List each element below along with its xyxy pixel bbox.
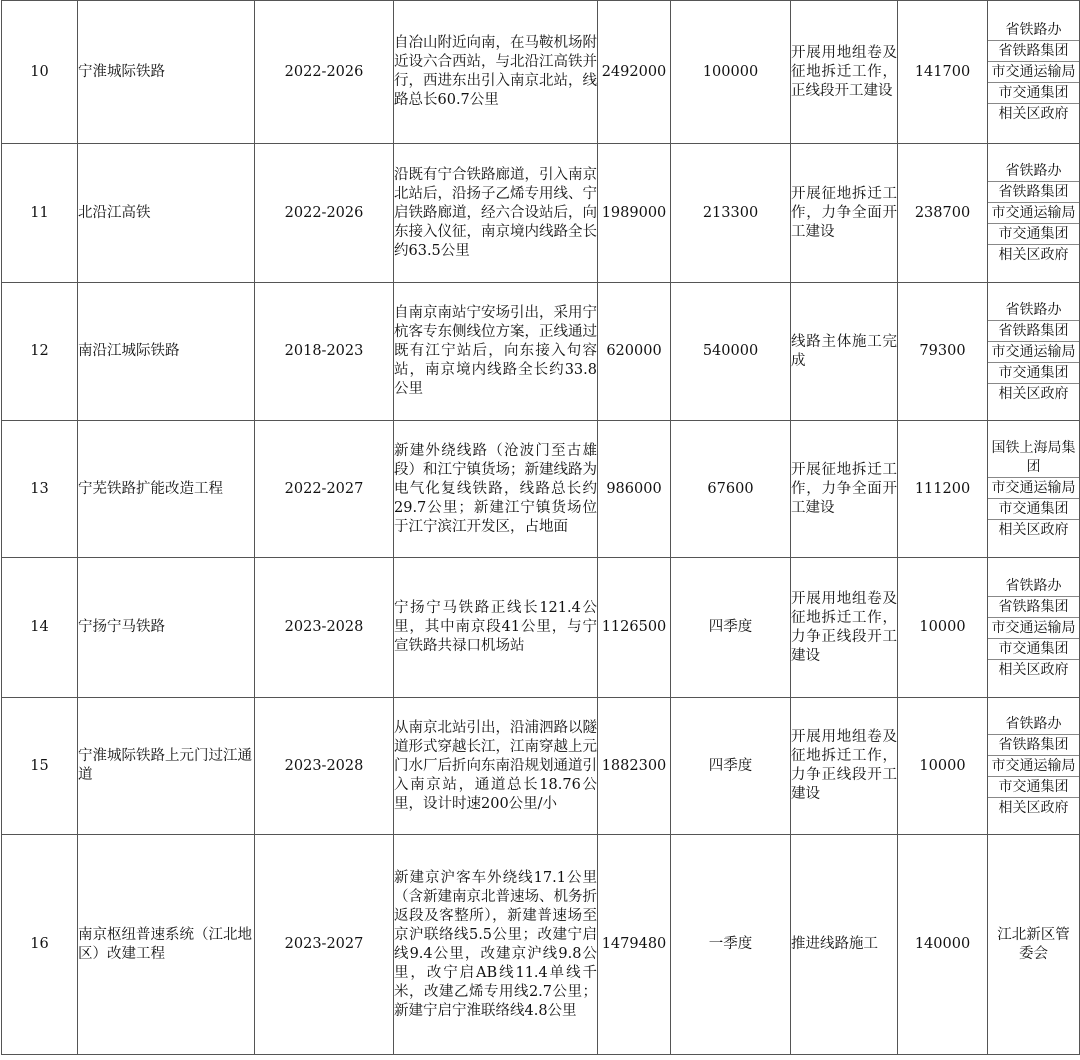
project-name: 宁淮城际铁路 <box>78 1 255 144</box>
project-description: 宁扬宁马铁路正线长121.4公里，其中南京段41公里，与宁宣铁路共禄口机场站 <box>394 558 598 698</box>
row-number: 10 <box>2 1 78 144</box>
row-number: 13 <box>2 421 78 558</box>
project-name: 宁芜铁路扩能改造工程 <box>78 421 255 558</box>
annual-investment: 10000 <box>898 698 988 835</box>
planned-value: 100000 <box>671 1 791 144</box>
annual-investment: 111200 <box>898 421 988 558</box>
responsible-unit: 省铁路集团 <box>988 41 1079 62</box>
responsible-unit: 相关区政府 <box>998 661 1069 678</box>
project-name: 南沿江城际铁路 <box>78 283 255 421</box>
annual-task: 开展征地拆迁工作，力争全面开工建设 <box>791 144 898 283</box>
construction-period: 2023-2028 <box>255 698 394 835</box>
project-description: 自南京南站宁安场引出，采用宁杭客专东侧线位方案，正线通过既有江宁站后，向东接入句容站，南京境内线路全长约33.8公里 <box>394 283 598 421</box>
responsible-unit: 市交通集团 <box>988 83 1079 104</box>
responsible-unit: 市交通运输局 <box>988 203 1079 224</box>
project-table <box>1 0 1080 1055</box>
responsible-unit: 市交通运输局 <box>988 478 1079 499</box>
responsible-unit: 省铁路办 <box>988 20 1079 41</box>
responsible-unit: 江北新区管委会 <box>997 926 1070 962</box>
responsible-unit: 市交通集团 <box>988 363 1079 384</box>
total-investment: 2492000 <box>598 1 671 144</box>
responsible-units <box>988 558 1080 698</box>
table-row <box>2 144 1080 283</box>
responsible-unit: 省铁路集团 <box>988 321 1079 342</box>
construction-period: 2022-2026 <box>255 144 394 283</box>
table-row <box>2 1 1080 144</box>
total-investment: 1126500 <box>598 558 671 698</box>
construction-period: 2023-2028 <box>255 558 394 698</box>
responsible-unit: 省铁路办 <box>988 576 1079 597</box>
annual-investment: 79300 <box>898 283 988 421</box>
total-investment: 620000 <box>598 283 671 421</box>
responsible-unit: 市交通运输局 <box>988 618 1079 639</box>
total-investment: 1989000 <box>598 144 671 283</box>
construction-period: 2023-2027 <box>255 835 394 1055</box>
project-description: 沿既有宁合铁路廊道，引入南京北站后，沿扬子乙烯专用线、宁启铁路廊道，经六合设站后，向东接入仪征，南京境内线路全长约63.5公里 <box>394 144 598 283</box>
responsible-unit: 相关区政府 <box>998 247 1069 263</box>
planned-value: 67600 <box>671 421 791 558</box>
planned-value: 四季度 <box>671 698 791 835</box>
construction-period: 2018-2023 <box>255 283 394 421</box>
project-description: 新建京沪客车外绕线17.1公里（含新建南京北普速场、机务折返段及客整所），新建普速场至京沪联络线5.5公里；改建宁启线9.4公里，改建京沪线9.8公里，改宁启AB线11.4单线千米，改建乙烯专用线2.7公里；新建宁启宁淮联络线4.8公里 <box>394 835 598 1055</box>
row-number: 14 <box>2 558 78 698</box>
responsible-unit: 市交通集团 <box>988 224 1079 245</box>
responsible-unit: 相关区政府 <box>998 522 1069 538</box>
responsible-unit: 省铁路集团 <box>988 735 1079 756</box>
project-description: 从南京北站引出，沿浦泗路以隧道形式穿越长江，江南穿越上元门水厂后折向东南沿规划通道引入南京站，通道总长18.76公里，设计时速200公里/小 <box>394 698 598 835</box>
row-number: 16 <box>2 835 78 1055</box>
total-investment: 1479480 <box>598 835 671 1055</box>
responsible-unit: 国铁上海局集团 <box>988 438 1079 478</box>
annual-investment: 140000 <box>898 835 988 1055</box>
project-name: 南京枢纽普速系统（江北地区）改建工程 <box>78 835 255 1055</box>
responsible-unit: 省铁路集团 <box>988 597 1079 618</box>
responsible-units <box>988 283 1080 421</box>
row-number: 15 <box>2 698 78 835</box>
responsible-units <box>988 421 1080 558</box>
responsible-units <box>988 835 1080 1055</box>
table-row <box>2 421 1080 558</box>
responsible-unit: 省铁路办 <box>988 714 1079 735</box>
table-row <box>2 835 1080 1055</box>
responsible-units <box>988 144 1080 283</box>
planned-value: 213300 <box>671 144 791 283</box>
responsible-unit: 相关区政府 <box>998 106 1069 122</box>
responsible-unit: 相关区政府 <box>998 385 1069 402</box>
total-investment: 986000 <box>598 421 671 558</box>
project-name: 宁淮城际铁路上元门过江通道 <box>78 698 255 835</box>
annual-task: 开展用地组卷及征地拆迁工作，力争正线段开工建设 <box>791 698 898 835</box>
responsible-unit: 市交通运输局 <box>988 756 1079 777</box>
project-name: 宁扬宁马铁路 <box>78 558 255 698</box>
table-body <box>2 1 1080 1055</box>
annual-investment: 10000 <box>898 558 988 698</box>
responsible-unit: 市交通运输局 <box>988 62 1079 83</box>
responsible-unit: 市交通集团 <box>988 639 1079 660</box>
project-description: 自冶山附近向南，在马鞍机场附近设六合西站，与北沿江高铁并行，西进东出引入南京北站，线路总长60.7公里 <box>394 1 598 144</box>
total-investment: 1882300 <box>598 698 671 835</box>
table-row <box>2 698 1080 835</box>
project-description: 新建外绕线路（沧波门至古雄段）和江宁镇货场；新建线路为电气化复线铁路，线路总长约29.7公里；新建江宁镇货场位于江宁滨江开发区，占地面 <box>394 421 598 558</box>
responsible-unit: 省铁路集团 <box>988 182 1079 203</box>
project-name: 北沿江高铁 <box>78 144 255 283</box>
annual-task: 开展用地组卷及征地拆迁工作，正线段开工建设 <box>791 1 898 144</box>
construction-period: 2022-2027 <box>255 421 394 558</box>
responsible-unit: 省铁路办 <box>988 161 1079 182</box>
annual-task: 开展征地拆迁工作，力争全面开工建设 <box>791 421 898 558</box>
responsible-unit: 相关区政府 <box>998 800 1069 816</box>
annual-task: 开展用地组卷及征地拆迁工作，力争正线段开工建设 <box>791 558 898 698</box>
responsible-unit: 市交通运输局 <box>988 342 1079 363</box>
responsible-unit: 市交通集团 <box>988 777 1079 798</box>
responsible-units <box>988 698 1080 835</box>
planned-value: 540000 <box>671 283 791 421</box>
table-row <box>2 283 1080 421</box>
planned-value: 一季度 <box>671 835 791 1055</box>
responsible-unit: 市交通集团 <box>988 499 1079 520</box>
annual-investment: 238700 <box>898 144 988 283</box>
annual-task: 线路主体施工完成 <box>791 283 898 421</box>
responsible-unit: 省铁路办 <box>988 300 1079 321</box>
responsible-units <box>988 1 1080 144</box>
planned-value: 四季度 <box>671 558 791 698</box>
annual-investment: 141700 <box>898 1 988 144</box>
table-row <box>2 558 1080 698</box>
row-number: 12 <box>2 283 78 421</box>
annual-task: 推进线路施工 <box>791 835 898 1055</box>
construction-period: 2022-2026 <box>255 1 394 144</box>
row-number: 11 <box>2 144 78 283</box>
